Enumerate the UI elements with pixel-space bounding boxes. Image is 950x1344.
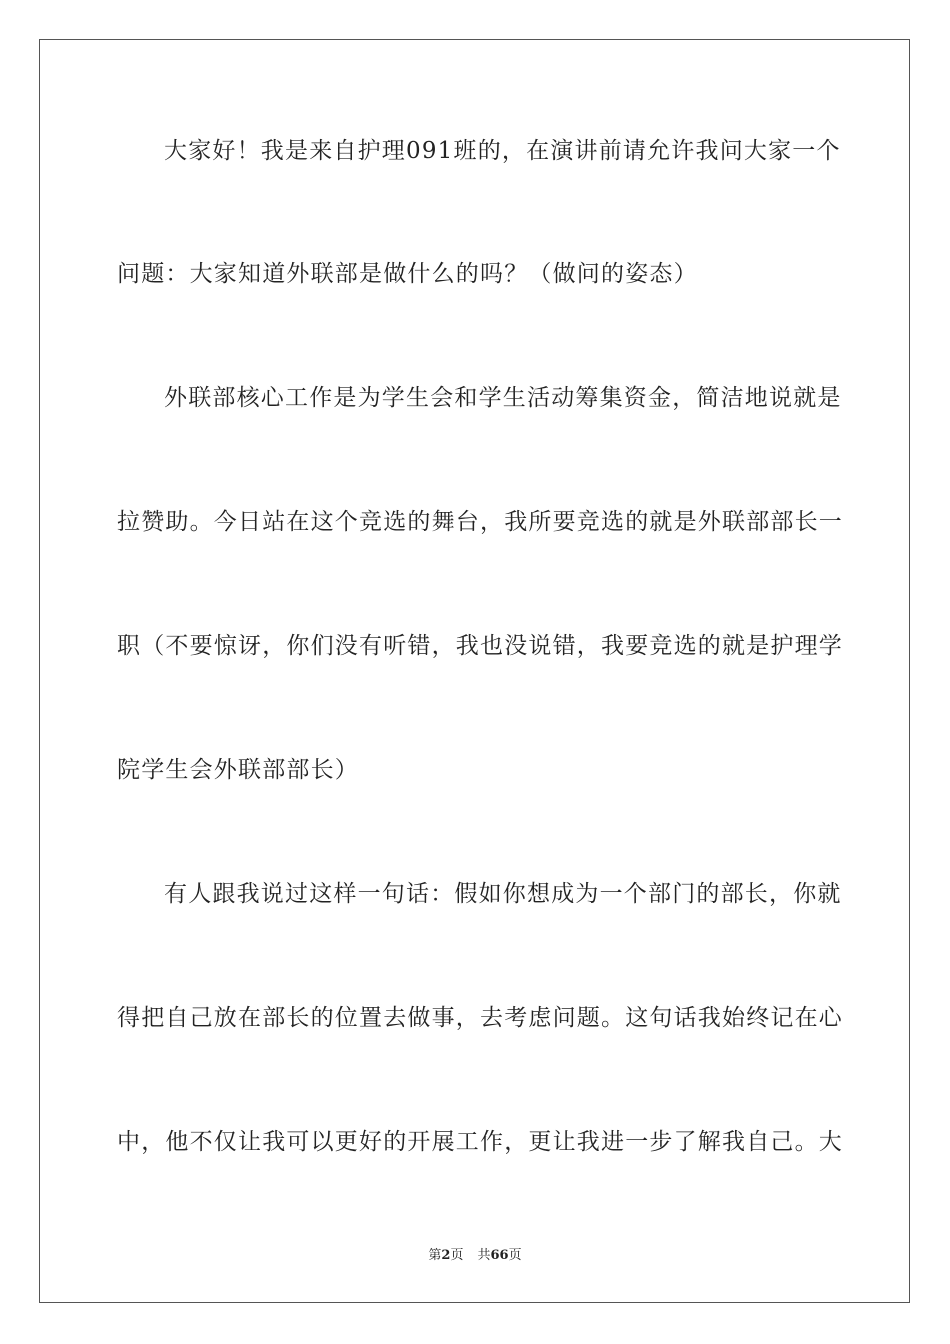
- page-number: 2: [441, 1248, 451, 1263]
- total-prefix: 共: [477, 1248, 491, 1263]
- paragraph-2-line-2: 拉赞助。今日站在这个竞选的舞台，我所要竞选的就是外联部部长一: [117, 509, 843, 535]
- total-suffix: 页: [508, 1248, 522, 1263]
- paragraph-2-line-3: 职（不要惊讶，你们没有听错，我也没说错，我要竞选的就是护理学: [117, 633, 843, 659]
- paragraph-2-line-1: 外联部核心工作是为学生会和学生活动筹集资金，简洁地说就是: [164, 385, 842, 411]
- paragraph-3-line-1: 有人跟我说过这样一句话：假如你想成为一个部门的部长，你就: [164, 881, 842, 907]
- total-pages: 66: [490, 1248, 509, 1263]
- paragraph-3-line-2: 得把自己放在部长的位置去做事，去考虑问题。这句话我始终记在心: [117, 1005, 843, 1031]
- paragraph-1-line-1: 大家好！我是来自护理091班的，在演讲前请允许我问大家一个: [164, 138, 841, 164]
- paragraph-1-line-2: 问题：大家知道外联部是做什么的吗？（做问的姿态）: [117, 261, 698, 287]
- paragraph-2-line-4: 院学生会外联部部长）: [117, 757, 359, 783]
- paragraph-3-line-3: 中，他不仅让我可以更好的开展工作，更让我进一步了解我自己。大: [117, 1129, 843, 1155]
- page-suffix: 页: [450, 1248, 464, 1263]
- page-footer: [0, 1248, 950, 1264]
- page-border: [39, 39, 910, 1303]
- page-prefix: 第: [428, 1248, 442, 1263]
